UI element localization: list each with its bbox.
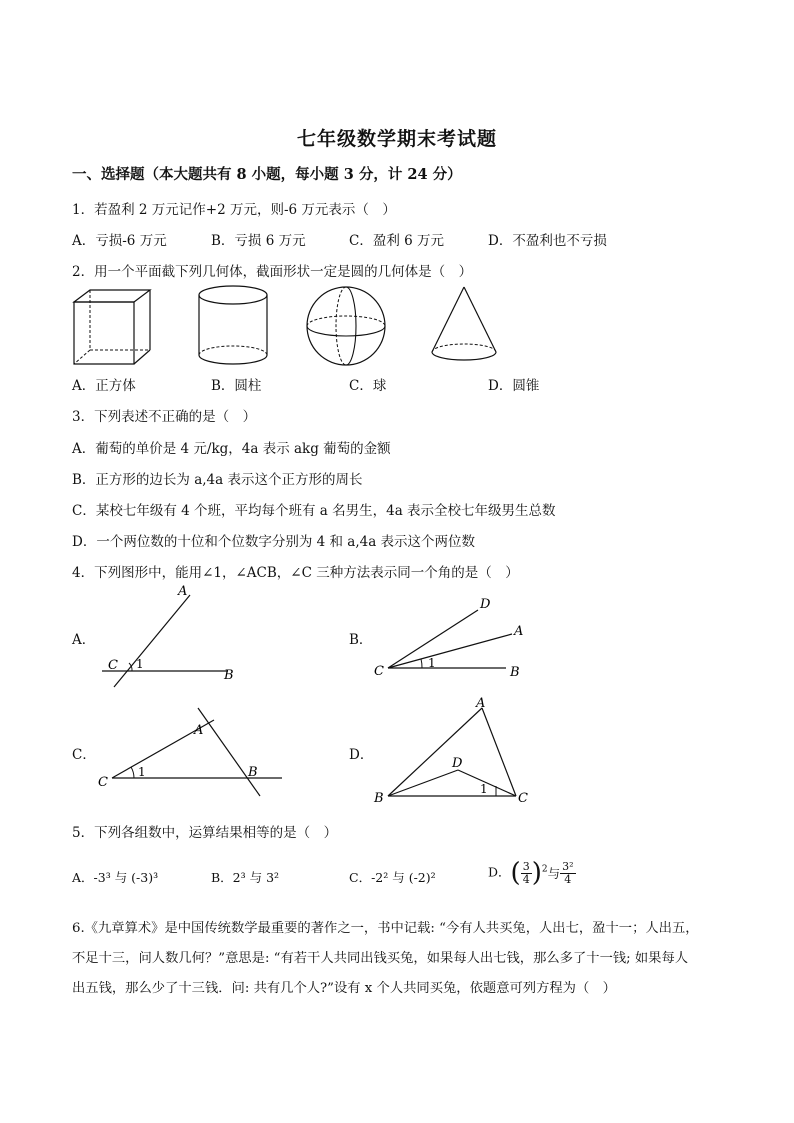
question-4-option-b: B． [349, 632, 373, 648]
label-angle-1: 1 [136, 657, 144, 671]
label-angle-1: 1 [138, 765, 146, 779]
question-1-option-a: A．亏损-6 万元 [72, 233, 167, 249]
sphere-figure [304, 284, 388, 368]
paren-right: ) [531, 858, 542, 888]
label-angle-1: 1 [428, 656, 436, 670]
question-3-option-b: B．正方形的边长为 a,4a 表示这个正方形的周长 [72, 472, 363, 488]
figure-4b [372, 590, 542, 685]
fraction-2-denominator: 4 [564, 872, 572, 886]
label-d: D [480, 597, 491, 612]
question-5-stem: 5．下列各组数中，运算结果相等的是（ ） [72, 825, 338, 841]
question-3-option-c: C．某校七年级有 4 个班，平均每个班有 a 名男生，4a 表示全校七年级男生总数 [72, 503, 556, 519]
label-d: D [452, 756, 463, 771]
option-d-label: D． [488, 864, 511, 880]
question-1-option-d: D．不盈利也不亏损 [488, 233, 607, 249]
question-3-stem: 3．下列表述不正确的是（ ） [72, 409, 257, 425]
question-1-stem: 1．若盈利 2 万元记作+2 万元，则-6 万元表示（ ） [72, 202, 396, 218]
label-a: A [514, 624, 524, 639]
question-6-line-1: 6.《九章算术》是中国传统数学最重要的著作之一，书中记载: “今有人共买兔，人出七，盈十一；人出五， [72, 921, 699, 936]
question-3-option-d: D．一个两位数的十位和个位数字分别为 4 和 a,4a 表示这个两位数 [72, 534, 476, 550]
question-5-option-a: A．-3³ 与 (-3)³ [72, 870, 159, 885]
question-2-option-d: D．圆锥 [488, 378, 540, 394]
label-angle-1: 1 [480, 782, 488, 796]
exponent: 2 [541, 864, 548, 875]
cube-figure [70, 288, 160, 368]
question-4-option-c: C． [72, 747, 96, 763]
question-5-option-d [488, 858, 576, 888]
figure-4c [94, 702, 289, 802]
label-a: A [194, 723, 204, 738]
question-5-option-b: B．2³ 与 3² [211, 870, 280, 885]
label-c: C [518, 791, 528, 806]
fraction-2 [560, 861, 575, 886]
label-c: C [108, 658, 118, 673]
label-b: B [374, 791, 384, 806]
label-c: C [374, 664, 384, 679]
label-a: A [178, 584, 188, 599]
question-4-option-d: D． [349, 747, 374, 763]
fraction-1-numerator: 3 [522, 859, 530, 873]
section-heading: 一、选择题（本大题共有 8 小题，每小题 3 分，计 24 分） [72, 166, 462, 183]
figure-4d [372, 694, 537, 809]
question-1-option-b: B．亏损 6 万元 [211, 233, 306, 249]
question-2-option-c: C．球 [349, 378, 387, 394]
question-6-line-3: 出五钱，那么少了十三钱．问: 共有几个人?”设有 x 个人共同买兔，依题意可列方程为（ ） [72, 981, 616, 996]
label-b: B [510, 665, 520, 680]
question-4-stem: 4．下列图形中，能用∠1，∠ACB，∠C 三种方法表示同一个角的是（ ） [72, 565, 519, 581]
question-4-option-a: A． [72, 632, 96, 648]
label-b: B [248, 765, 258, 780]
page-title: 七年级数学期末考试题 [296, 128, 497, 150]
question-5-option-c: C．-2² 与 (-2)² [349, 870, 436, 885]
question-2-option-b: B．圆柱 [211, 378, 262, 394]
question-3-option-a: A．葡萄的单价是 4 元/kg，4a 表示 akg 葡萄的金额 [72, 441, 391, 457]
figure-4a [96, 583, 246, 693]
fraction-2-numerator: 3² [562, 859, 574, 873]
fraction-1-denominator: 4 [522, 872, 530, 886]
question-6-line-2: 不足十三，问人数几何？”意思是: “有若干人共同出钱买兔，如果每人出七钱，那么多了十一钱; 如果每人 [72, 951, 689, 966]
fraction-1 [521, 861, 532, 886]
option-d-connector: 与 [547, 866, 561, 881]
question-2-option-a: A．正方体 [72, 378, 136, 394]
paren-left: ( [510, 858, 521, 888]
label-b: B [224, 668, 234, 683]
question-1-option-c: C．盈利 6 万元 [349, 233, 445, 249]
label-c: C [98, 775, 108, 790]
label-a: A [476, 696, 486, 711]
cone-figure [428, 284, 502, 368]
question-2-stem: 2．用一个平面截下列几何体，截面形状一定是圆的几何体是（ ） [72, 264, 473, 280]
cylinder-figure [196, 284, 272, 368]
